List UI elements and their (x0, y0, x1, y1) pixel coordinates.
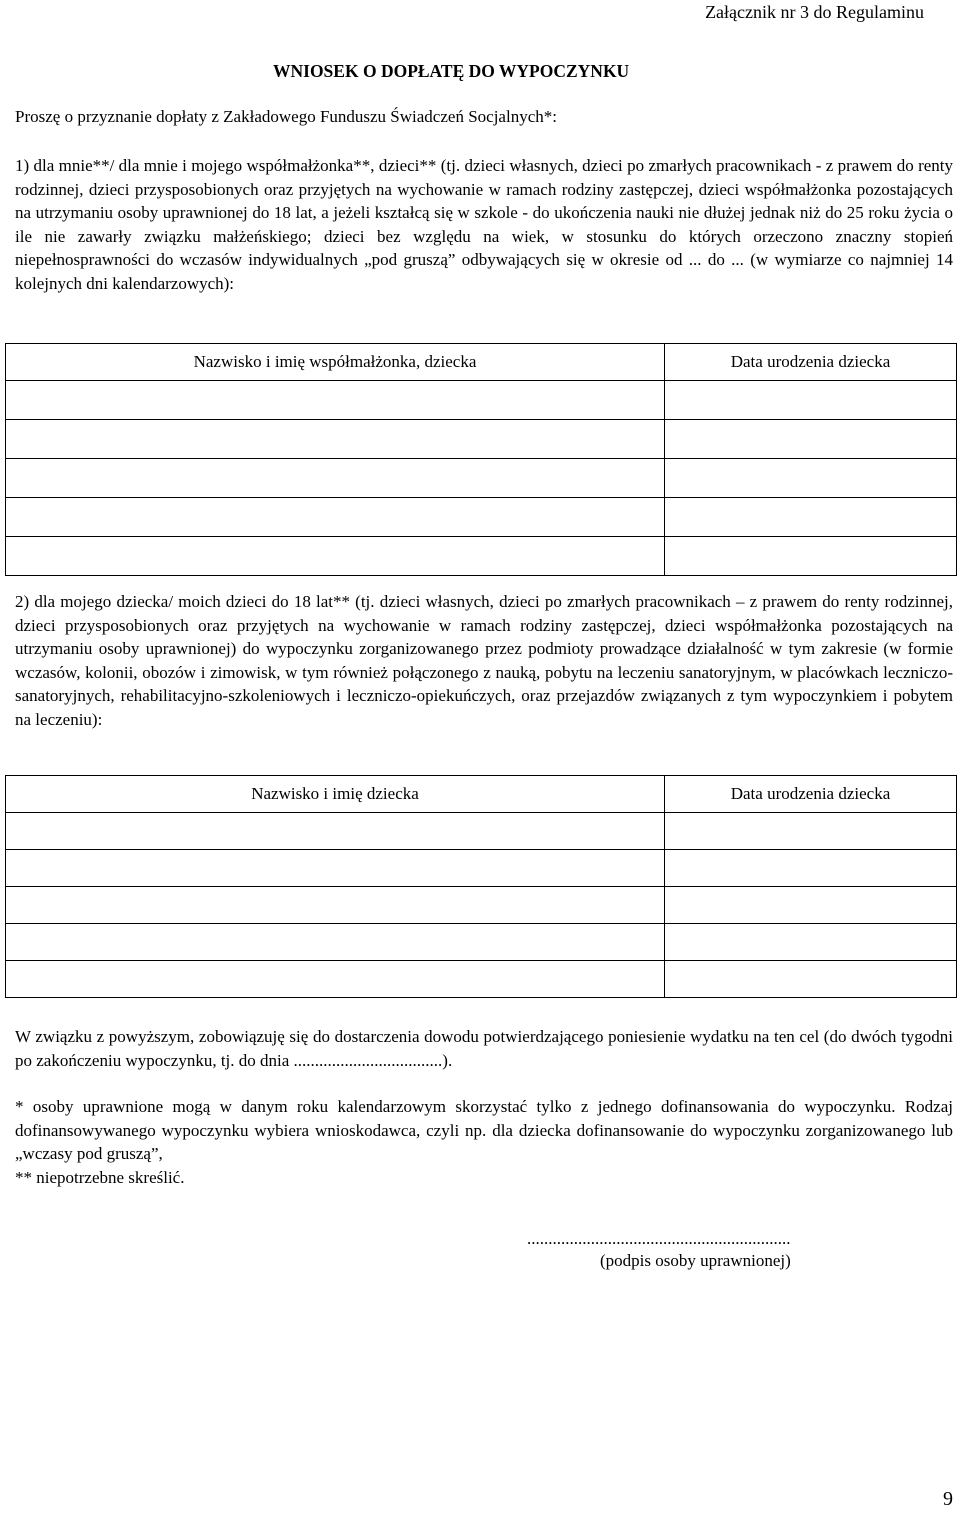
birthdate-cell[interactable] (665, 420, 957, 459)
pledge-text (15, 1025, 953, 1072)
signature-line[interactable]: .............................................................. (527, 1229, 791, 1248)
name-cell[interactable] (6, 537, 665, 576)
page-number: 9 (943, 1488, 953, 1510)
section2-text (15, 590, 953, 732)
birthdate-cell[interactable] (665, 498, 957, 537)
column-header-name: Nazwisko i imię współmałżonka, dziecka (6, 344, 665, 381)
birthdate-cell[interactable] (665, 850, 957, 887)
column-header-name: Nazwisko i imię dziecka (6, 776, 665, 813)
name-cell[interactable] (6, 850, 665, 887)
name-cell[interactable] (6, 961, 665, 998)
pledge-paragraph: W związku z powyższym, zobowiązuję się do dostarczenia dowodu potwierdzającego poniesienie wydatku na ten cel (do dwóch tygodni po zakończeniu wypoczynku, tj. do dnia ...................................). (15, 1027, 953, 1070)
table-row (6, 459, 957, 498)
name-cell[interactable] (6, 381, 665, 420)
name-cell[interactable] (6, 459, 665, 498)
birthdate-cell[interactable] (665, 459, 957, 498)
intro-text: Proszę o przyznanie dopłaty z Zakładowego Funduszu Świadczeń Socjalnych*: (15, 107, 557, 126)
birthdate-cell[interactable] (665, 924, 957, 961)
table-row (6, 850, 957, 887)
birthdate-cell[interactable] (665, 537, 957, 576)
birthdate-cell[interactable] (665, 381, 957, 420)
footnotes (15, 1095, 953, 1189)
birthdate-cell[interactable] (665, 887, 957, 924)
footnote-single-asterisk: * osoby uprawnione mogą w danym roku kalendarzowym skorzystać tylko z jednego dofinansowania do wypoczynku. Rodzaj dofinansowywanego wypoczynku wybiera wnioskodawca, czyli np. dla dziecka dofinansowanie do wypoczynku zorganizowanego lub „wczasy pod gruszą”, (15, 1097, 953, 1164)
column-header-birthdate: Data urodzenia dziecka (665, 776, 957, 813)
name-cell[interactable] (6, 887, 665, 924)
annex-label: Załącznik nr 3 do Regulaminu (705, 2, 924, 22)
page-title: WNIOSEK O DOPŁATĘ DO WYPOCZYNKU (273, 61, 630, 81)
table-header-row (6, 776, 957, 813)
table-row (6, 420, 957, 459)
table-row (6, 381, 957, 420)
spouse-children-table (5, 343, 957, 576)
section2-paragraph: 2) dla mojego dziecka/ moich dzieci do 18 lat** (tj. dzieci własnych, dzieci po zmarłych pracownikach – z prawem do renty rodzinnej, dzieci przysposobionych oraz przyjętych na wychowanie w ramach rodziny zastępczej, dzieci współmałżonka pozostających na utrzymaniu osoby uprawnionej) do wypoczynku zorganizowanego przez podmioty prowadzące działalność w tym zakresie (w formie wczasów, kolonii, obozów i zimowisk, w tym również połączonego z nauką, pobytu na leczeniu sanatoryjnym, w placówkach leczniczo-sanatoryjnych, rehabilitacyjno-szkoleniowych i leczniczo-opiekuńczych, oraz przejazdów związanych z tym wypoczynkiem i pobytem na leczeniu): (15, 592, 953, 729)
name-cell[interactable] (6, 420, 665, 459)
birthdate-cell[interactable] (665, 813, 957, 850)
signature-label: (podpis osoby uprawnionej) (600, 1251, 791, 1270)
section1-paragraph: 1) dla mnie**/ dla mnie i mojego współmałżonka**, dzieci** (tj. dzieci własnych, dzieci po zmarłych pracownikach - z prawem do renty rodzinnej, dzieci przysposobionych oraz przyjętych na wychowanie w ramach rodziny zastępczej, dzieci współmałżonka pozostających na utrzymaniu osoby uprawnionej do 18 lat, a jeżeli kształcą się w szkole - do ukończenia nauki nie dłużej jednak niż do 25 roku życia o ile nie zawarły związku małżeńskiego; dzieci bez względu na wiek, w stosunku do których orzeczono znaczny stopień niepełnosprawności do wczasów indywidualnych „pod gruszą” odbywających się w okresie od ... do ... (w wymiarze co najmniej 14 kolejnych dni kalendarzowych): (15, 156, 953, 293)
footnote-double-asterisk: ** niepotrzebne skreślić. (15, 1167, 185, 1187)
children-table (5, 775, 957, 998)
table-row (6, 924, 957, 961)
table-header-row (6, 344, 957, 381)
column-header-birthdate: Data urodzenia dziecka (665, 344, 957, 381)
birthdate-cell[interactable] (665, 961, 957, 998)
table-row (6, 887, 957, 924)
table-row (6, 961, 957, 998)
section1-text (15, 154, 953, 296)
name-cell[interactable] (6, 924, 665, 961)
table-row (6, 813, 957, 850)
name-cell[interactable] (6, 498, 665, 537)
table-row (6, 498, 957, 537)
name-cell[interactable] (6, 813, 665, 850)
table-row (6, 537, 957, 576)
